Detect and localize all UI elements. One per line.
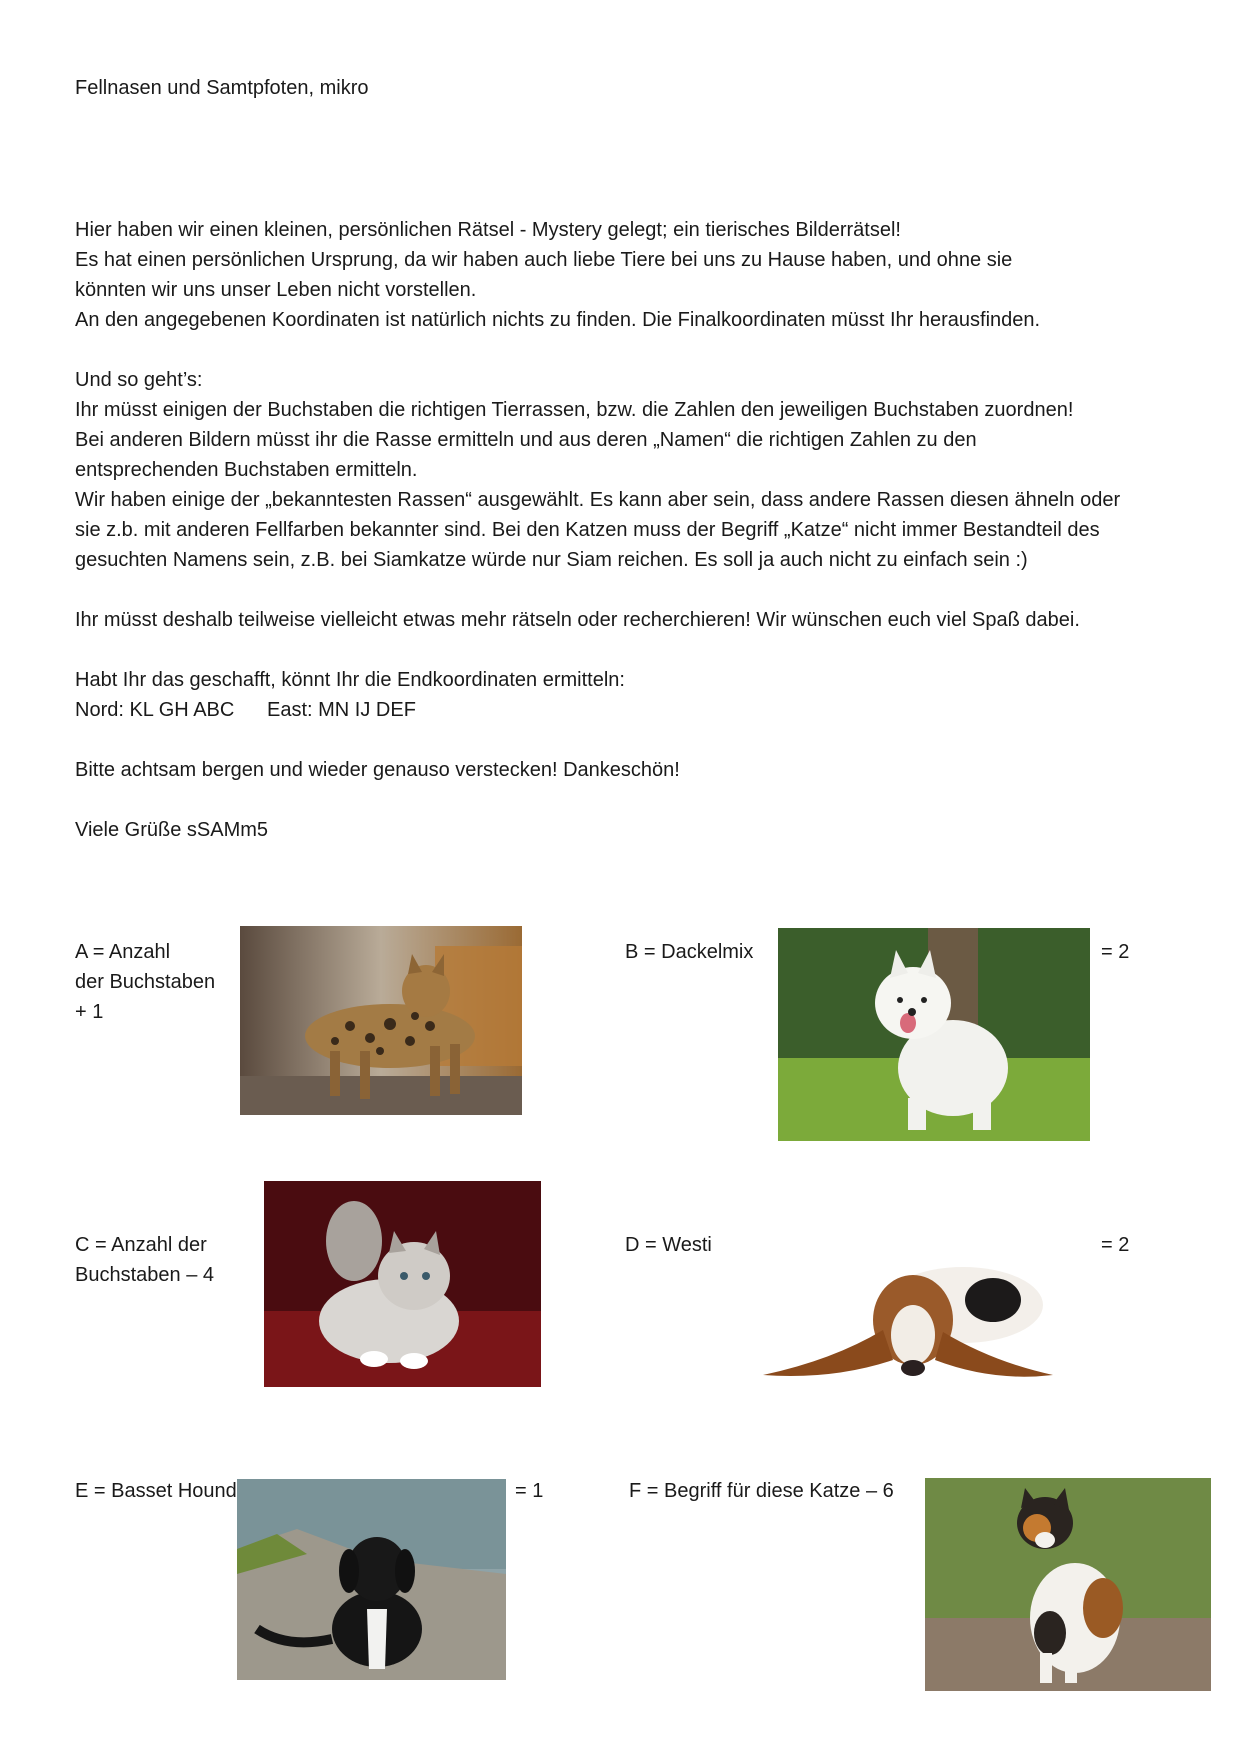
clue-b-result: = 2 [1101,941,1130,963]
intro-line: Hier haben wir einen kleinen, persönlichen Rätsel - Mystery gelegt; ein tierisches Bilderrätsel! [75,219,901,241]
intro-paragraph [75,215,1175,335]
dachshund-mix-dog-photo [237,1479,506,1680]
persian-cat-photo [264,1181,541,1387]
final-intro: Habt Ihr das geschafft, könnt Ihr die Endkoordinaten ermitteln: [75,669,625,691]
intro-line: An den angegebenen Koordinaten ist natürlich nichts zu finden. Die Finalkoordinaten müsst Ihr herausfinden. [75,309,1041,331]
basset-hound-photo [743,1250,1073,1390]
clue-e-label: E = Basset Hound [75,1480,237,1502]
clue-c-label: Buchstaben – 4 [75,1264,214,1286]
clue-a-label: A = Anzahl [75,941,171,963]
clue-c-label: C = Anzahl der [75,1234,207,1256]
clue-f-label: F = Begriff für diese Katze – 6 [629,1480,894,1502]
howto-line: sie z.b. mit anderen Fellfarben bekannter sind. Bei den Katzen muss der Begriff „Katze“ nicht immer Bestandteil des [75,519,1100,541]
page-title: Fellnasen und Samtpfoten, mikro [75,77,369,99]
howto-line: entsprechenden Buchstaben ermitteln. [75,459,418,481]
howto-line: gesuchten Namens sein, z.B. bei Siamkatze würde nur Siam reichen. Es soll ja auch nicht zu einfach sein :) [75,549,1028,571]
howto-line: Bei anderen Bildern müsst ihr die Rasse ermitteln und aus deren „Namen“ die richtigen Zahlen zu den [75,429,977,451]
clue-a-label: + 1 [75,1001,104,1023]
clue-b-label: B = Dackelmix [625,941,754,963]
clue-a-label: der Buchstaben [75,971,216,993]
howto-line: Und so geht’s: [75,369,203,391]
research-note: Ihr müsst deshalb teilweise vielleicht etwas mehr rätseln oder recherchieren! Wir wünschen euch viel Spaß dabei. [75,609,1080,631]
howto-line: Ihr müsst einigen der Buchstaben die richtigen Tierrassen, bzw. die Zahlen den jeweiligen Buchstaben zuordnen! [75,399,1074,421]
closing-note: Bitte achtsam bergen und wieder genauso verstecken! Dankeschön! [75,759,680,781]
intro-line: Es hat einen persönlichen Ursprung, da wir haben auch liebe Tiere bei uns zu Hause haben, und ohne sie [75,249,1013,271]
intro-line: könnten wir uns unser Leben nicht vorstellen. [75,279,477,301]
final-north-coordinate: Nord: KL GH ABC [75,699,235,721]
bengal-cat-photo [240,926,522,1115]
howto-line: Wir haben einige der „bekanntesten Rassen“ ausgewählt. Es kann aber sein, dass andere Rassen diesen ähneln oder [75,489,1121,511]
westie-dog-photo [778,928,1090,1141]
howto-paragraph [75,365,1175,575]
calico-cat-photo [925,1478,1211,1691]
final-east-coordinate: East: MN IJ DEF [267,699,416,721]
clue-d-label: D = Westi [625,1234,712,1256]
signature: Viele Grüße sSAMm5 [75,819,269,841]
clue-d-result: = 2 [1101,1234,1130,1256]
clue-e-result: = 1 [515,1480,544,1502]
